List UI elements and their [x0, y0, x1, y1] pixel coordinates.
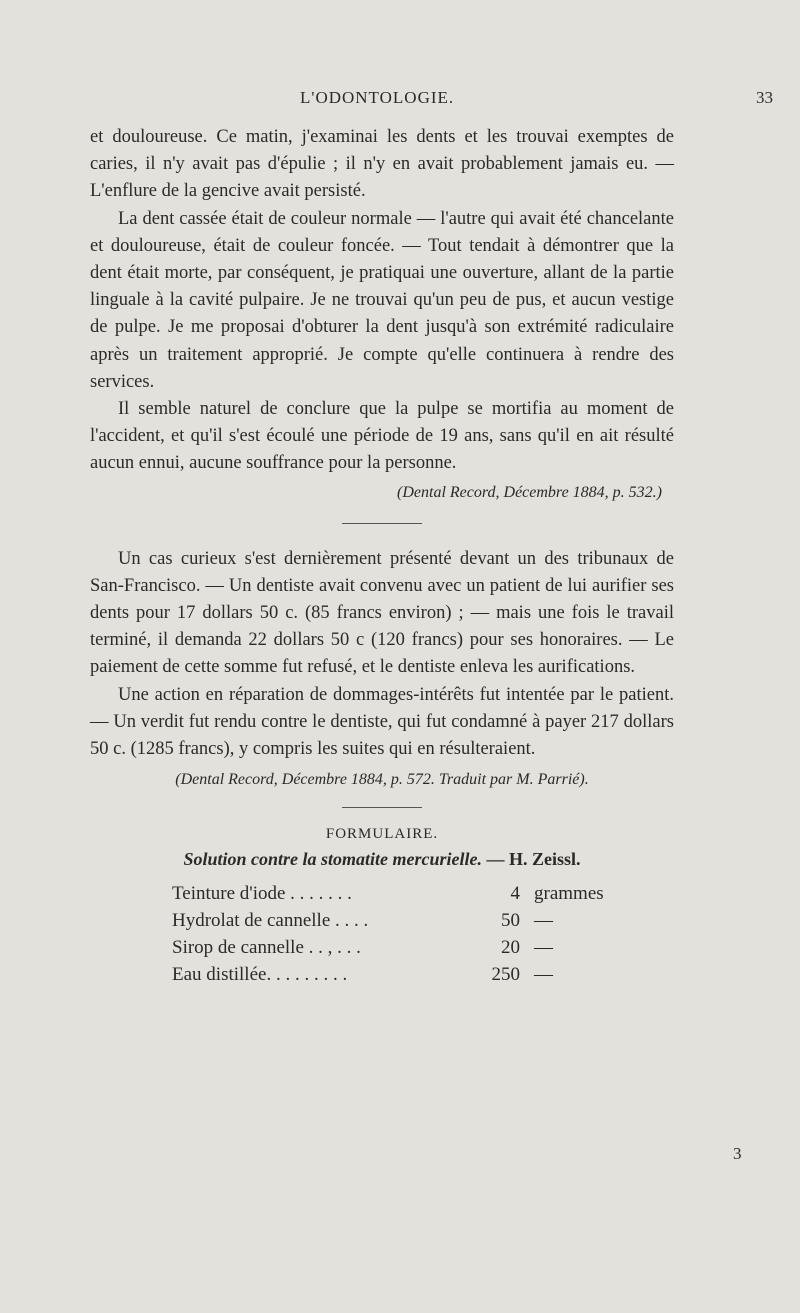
- text-body: [90, 124, 674, 988]
- separator-rule: [342, 807, 422, 808]
- recipe-item: [172, 934, 612, 961]
- paragraph: La dent cassée était de couleur normale — l'autre qui avait été chancelante et douloureuse, était de couleur foncée. — Tout tendait à démontrer que la dent était morte, par conséquent, je pratiquai une ouverture, allant de la partie linguale à la cavité pulpaire. Je ne trouvai qu'un peu de pus, et aucun vestige de pulpe. Je me proposai d'obturer la dent jusqu'à son extrémité radiculaire après un traitement approprié. Je compte qu'elle continuera à rendre des services.: [90, 208, 674, 392]
- formulary-recipe-name: Solution contre la stomatite mercurielle.: [183, 849, 482, 870]
- ingredient-quantity: 20: [501, 937, 520, 959]
- citation: (Dental Record, Décembre 1884, p. 532.): [397, 483, 662, 501]
- ingredient-unit: —: [534, 937, 553, 959]
- formulary-subtitle: [90, 849, 674, 870]
- signature-mark: 3: [733, 1144, 742, 1163]
- formulary-title: FORMULAIRE.: [325, 826, 439, 843]
- paragraph: et douloureuse. Ce matin, j'examinai les dents et les trouvai exemptes de caries, il n'y avait pas d'épulie ; il n'y en avait probablement jamais eu. — L'enflure de la gencive avait persisté.: [90, 127, 674, 202]
- recipe-item: [172, 907, 612, 934]
- ingredient-unit: —: [534, 964, 553, 986]
- page-number: 33: [756, 88, 773, 107]
- ingredient-name: Sirop de cannelle . . , . . .: [172, 937, 361, 959]
- ingredient-unit: —: [534, 910, 553, 932]
- recipe-item: [172, 961, 612, 988]
- running-header: L'ODONTOLOGIE.: [300, 88, 455, 107]
- ingredient-quantity: 50: [501, 910, 520, 932]
- ingredient-quantity: 4: [510, 883, 520, 905]
- ingredient-quantity: 250: [491, 964, 520, 986]
- citation: (Dental Record, Décembre 1884, p. 572. Traduit par M. Parrié).: [175, 771, 589, 789]
- separator-rule: [342, 523, 422, 524]
- ingredient-unit: grammes: [534, 883, 604, 905]
- paragraph: Une action en réparation de dommages-intérêts fut intentée par le patient. — Un verdit fut rendu contre le dentiste, qui fut condamné à payer 217 dollars 50 c. (1285 francs), y compris les suites qui en résulteraient.: [90, 684, 674, 760]
- ingredient-name: Eau distillée. . . . . . . . .: [172, 964, 348, 986]
- paragraph: Un cas curieux s'est dernièrement présenté devant un des tribunaux de San-Francisco. — Un dentiste avait convenu avec un patient de lui aurifier ses dents pour 17 dollars 50 c. (85 francs environ) ; — mais une fois le travail terminé, il demanda 22 dollars 50 c (120 francs) pour ses honoraires. — Le paiement de cette somme fut refusé, et le dentiste enleva les aurifications.: [90, 548, 674, 678]
- recipe-item: [172, 880, 612, 907]
- ingredient-name: Teinture d'iode . . . . . . .: [172, 883, 352, 905]
- ingredient-name: Hydrolat de cannelle . . . .: [172, 910, 369, 932]
- recipe-list: [172, 880, 612, 988]
- paragraph: Il semble naturel de conclure que la pulpe se mortifia au moment de l'accident, et qu'il s'est écoulé une période de 19 ans, sans qu'il en ait résulté aucun ennui, aucune souffrance pour la personne.: [90, 399, 674, 474]
- formulary-author: — H. Zeissl.: [486, 849, 581, 870]
